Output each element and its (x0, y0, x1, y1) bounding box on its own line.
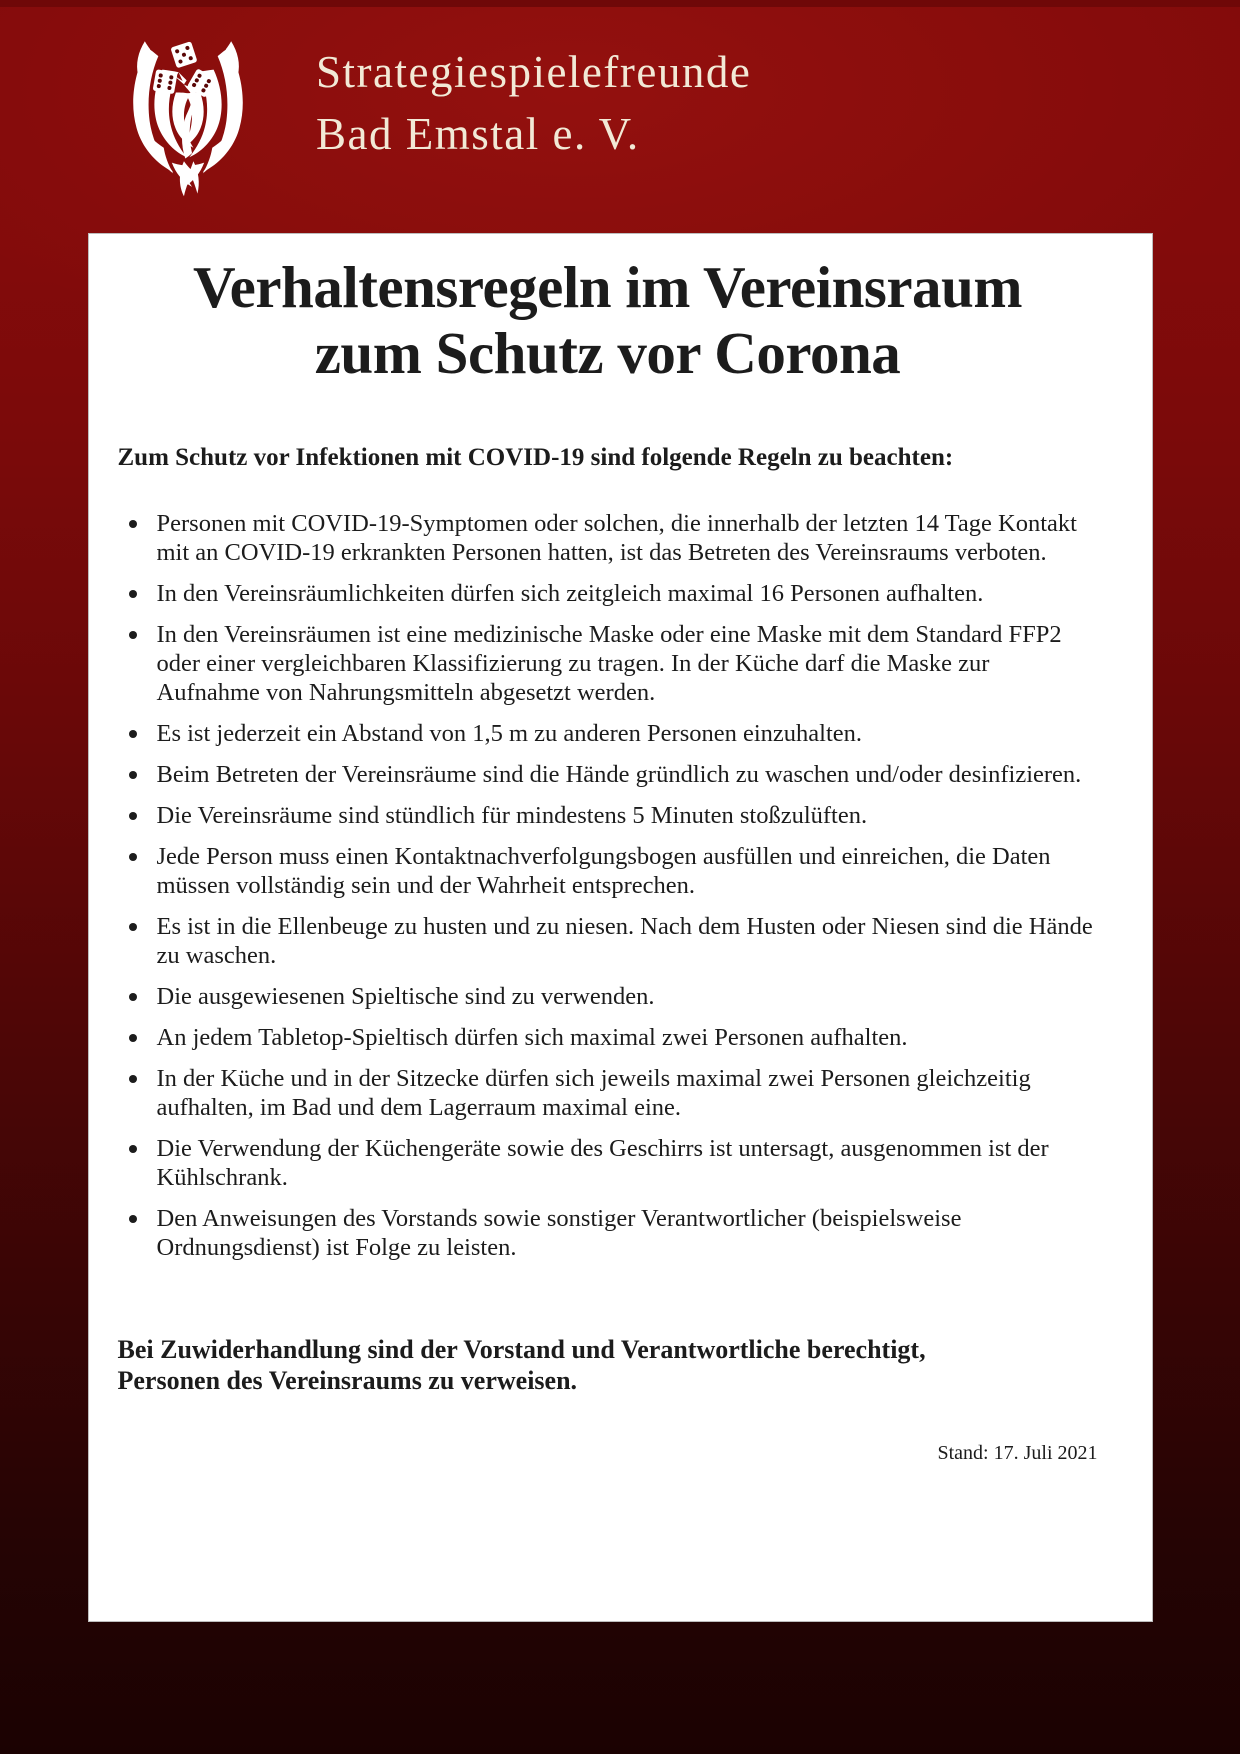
rule-item (118, 1064, 1098, 1122)
intro-text: Zum Schutz vor Infektionen mit COVID-19 sind folgende Regeln zu beachten: (117, 444, 954, 471)
page-title (118, 254, 1098, 386)
bullet-icon (118, 842, 157, 900)
rule-text: In den Vereinsräumlichkeiten dürfen sich zeitgleich maximal 16 Personen aufhalten. (156, 580, 984, 607)
club-header (0, 7, 1240, 233)
rule-item (118, 982, 1098, 1011)
bullet-icon (118, 579, 157, 608)
top-strip-decoration (0, 0, 1240, 7)
org-name (316, 41, 751, 165)
org-name-line2: Bad Emstal e. V. (316, 109, 640, 159)
bullet-icon (118, 1204, 157, 1262)
rule-item (118, 1134, 1098, 1192)
rule-item (118, 1204, 1098, 1262)
closing-line1: Bei Zuwiderhandlung sind der Vorstand und Verantwortliche berechtigt, (117, 1335, 926, 1364)
bullet-icon (118, 1023, 157, 1052)
phoenix-with-dice-icon (112, 17, 264, 199)
rule-item (118, 801, 1098, 830)
rule-text: In der Küche und in der Sitzecke dürfen sich jeweils maximal zwei Personen gleichzeitig aufhalten, im Bad und dem Lagerraum maximal eine. (156, 1065, 1031, 1121)
rule-item (118, 1023, 1098, 1052)
bullet-icon (118, 509, 157, 567)
rule-text: Den Anweisungen des Vorstands sowie sonstiger Verantwortlicher (beispielsweise Ordnungsdienst) ist Folge zu leisten. (156, 1205, 962, 1261)
bullet-icon (118, 801, 157, 830)
rules-list (118, 509, 1098, 1262)
rule-text: An jedem Tabletop-Spieltisch dürfen sich maximal zwei Personen aufhalten. (156, 1024, 908, 1051)
closing-line2: Personen des Vereinsraums zu verweisen. (117, 1366, 578, 1395)
rule-text: Es ist jederzeit ein Abstand von 1,5 m zu anderen Personen einzuhalten. (156, 720, 863, 747)
rule-text: Es ist in die Ellenbeuge zu husten und zu niesen. Nach dem Husten oder Niesen sind die Hände zu waschen. (156, 913, 1093, 969)
closing-statement (118, 1334, 1098, 1396)
bullet-icon (118, 760, 157, 789)
bullet-icon (118, 620, 157, 707)
rule-text: Die Verwendung der Küchengeräte sowie des Geschirrs ist untersagt, ausgenommen ist der Kühlschrank. (156, 1135, 1049, 1191)
rule-item (118, 719, 1098, 748)
rule-text: Personen mit COVID-19-Symptomen oder solchen, die innerhalb der letzten 14 Tage Kontakt mit an COVID-19 erkrankten Personen hatten, ist das Betreten des Vereinsraums verboten. (156, 510, 1077, 566)
rule-item (118, 509, 1098, 567)
bullet-icon (118, 1134, 157, 1192)
rules-card (88, 233, 1153, 1622)
rule-text: Beim Betreten der Vereinsräume sind die Hände gründlich zu waschen und/oder desinfizieren. (156, 761, 1082, 788)
bullet-icon (118, 719, 157, 748)
bullet-icon (118, 912, 157, 970)
rule-text: Jede Person muss einen Kontaktnachverfolgungsbogen ausfüllen und einreichen, die Daten müssen vollständig sein und der Wahrheit entsprechen. (156, 843, 1051, 899)
rule-item (118, 842, 1098, 900)
bullet-icon (118, 1064, 157, 1122)
date-note: Stand: 17. Juli 2021 (937, 1442, 1098, 1464)
rule-item (118, 620, 1098, 707)
rule-item (118, 912, 1098, 970)
rule-text: Die Vereinsräume sind stündlich für mindestens 5 Minuten stoßzulüften. (156, 802, 868, 829)
rule-item (118, 579, 1098, 608)
org-name-line1: Strategiespielefreunde (316, 47, 752, 97)
rule-text: Die ausgewiesenen Spieltische sind zu verwenden. (156, 983, 655, 1010)
dice-icon (153, 41, 217, 98)
rule-item (118, 760, 1098, 789)
page-title-line1: Verhaltensregeln im Vereinsraum (192, 254, 1023, 320)
rule-text: In den Vereinsräumen ist eine medizinische Maske oder eine Maske mit dem Standard FFP2 oder einer vergleichbaren Klassifizierung zu tragen. In der Küche darf die Maske zur Aufnahme von Nahrungsmitteln abgesetzt werden. (156, 621, 1062, 706)
bullet-icon (118, 982, 157, 1011)
page-title-line2: zum Schutz vor Corona (314, 320, 901, 386)
